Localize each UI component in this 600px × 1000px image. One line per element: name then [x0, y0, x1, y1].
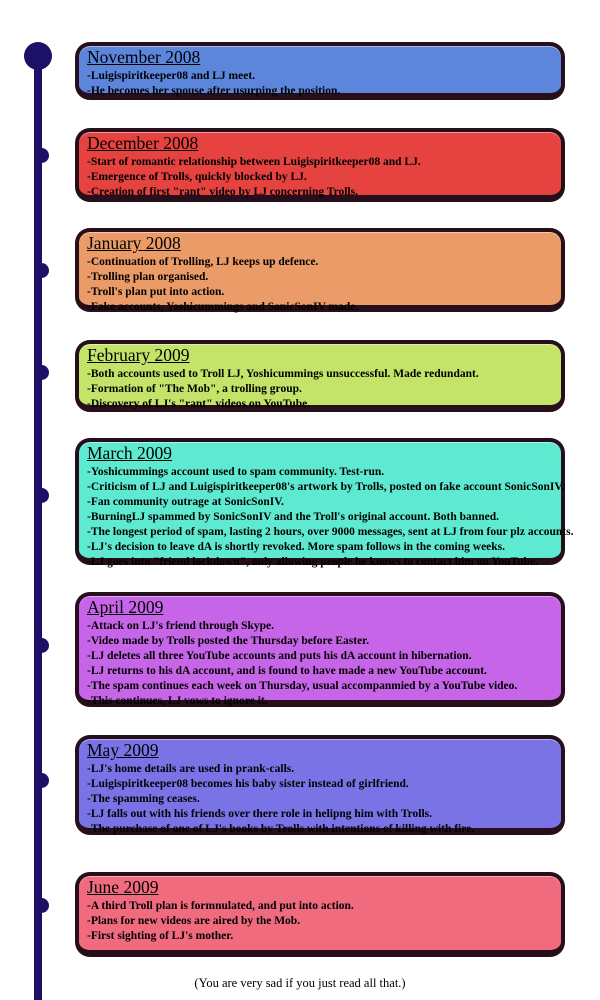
entry-title: February 2009 — [87, 345, 190, 365]
entry-title: December 2008 — [87, 133, 199, 153]
entry-item: -Continuation of Trolling, LJ keeps up defence. — [87, 256, 319, 268]
footer-caption: (You are very sad if you just read all that.) — [194, 976, 406, 990]
entry-item-list — [87, 465, 574, 570]
entry-item: -The longest period of spam, lasting 2 hours, over 9000 messages, sent at LJ from four plz accounts. — [87, 526, 574, 538]
timeline-entry — [75, 735, 565, 835]
entry-item: -Criticism of LJ and Luigispiritkeeper08's artwork by Trolls, posted on fake account SonicSonIV. — [87, 481, 565, 493]
timeline-entry — [75, 438, 574, 568]
entry-item: -LJ's home details are used in prank-calls. — [87, 763, 295, 775]
entry-item: -The purchase of one of LJ's books by Trolls with intentions of killing with fire. — [87, 823, 475, 835]
timeline-entry — [75, 228, 565, 312]
entry-item: -Attack on LJ's friend through Skype. — [87, 620, 275, 632]
timeline-entry — [75, 128, 565, 202]
entry-item: -Yoshicummings account used to spam community. Test-run. — [87, 466, 385, 478]
timeline-entry — [75, 872, 565, 957]
entry-item: -Luigispiritkeeper08 becomes his baby sister instead of girlfriend. — [87, 778, 409, 790]
timeline-node-dot — [34, 898, 49, 913]
timeline-entry — [75, 42, 565, 100]
entry-item-list — [87, 155, 553, 200]
timeline-node-dot — [34, 263, 49, 278]
entry-item-list — [87, 367, 553, 412]
entry-item: -Luigispiritkeeper08 and LJ meet. — [87, 70, 256, 82]
entry-title: June 2009 — [87, 877, 159, 897]
entry-title: January 2008 — [87, 233, 181, 253]
timeline-entry — [75, 592, 565, 707]
entry-item: -Trolling plan organised. — [87, 271, 209, 283]
entry-item: -Emergence of Trolls, quickly blocked by LJ. — [87, 171, 307, 183]
entry-item: -BurningLJ spammed by SonicSonIV and the Troll's original account. Both banned. — [87, 511, 499, 523]
entry-item: -Both accounts used to Troll LJ, Yoshicummings unsuccessful. Made redundant. — [87, 368, 479, 380]
entry-item: -LJ deletes all three YouTube accounts and puts his dA account in hibernation. — [87, 650, 472, 662]
entry-item: -The spam continues each week on Thursday, usual accompanmied by a YouTube video. — [87, 680, 518, 692]
entry-item: -He becomes her spouse after usurping the position. — [87, 85, 341, 97]
timeline-node-dot — [34, 148, 49, 163]
entry-item: -Formation of "The Mob", a trolling group. — [87, 383, 302, 395]
entry-item: -Fake accounts, Yoshicummings and SonicSonIV made. — [87, 301, 359, 313]
entry-title: April 2009 — [87, 597, 164, 617]
entry-item: -LJ falls out with his friends over there role in helipng him with Trolls. — [87, 808, 433, 820]
timeline-entry — [75, 340, 565, 412]
timeline-spine — [34, 56, 42, 1000]
entry-item: -A third Troll plan is formnulated, and put into action. — [87, 900, 354, 912]
entry-title: March 2009 — [87, 443, 173, 463]
entry-item: -LJ goes into "friend lockdown", only allowing people he knows to contact him on YouTube. — [87, 556, 538, 568]
entry-item: -First sighting of LJ's mother. — [87, 930, 234, 942]
entry-item: -Plans for new videos are aired by the Mob. — [87, 915, 301, 927]
timeline-node-dot — [34, 488, 49, 503]
entry-item: -LJ's decision to leave dA is shortly revoked. More spam follows in the coming weeks. — [87, 541, 506, 553]
timeline-node-dot — [34, 773, 49, 788]
entry-item-list — [87, 69, 553, 99]
entry-title: November 2008 — [87, 47, 201, 67]
entry-item: -Fan community outrage at SonicSonIV. — [87, 496, 284, 508]
entry-item-list — [87, 255, 553, 315]
entry-item: -This continues, LJ vows to ignore it. — [87, 695, 268, 707]
entry-item: -Start of romantic relationship between Luigispiritkeeper08 and LJ. — [87, 156, 421, 168]
entry-item: -The spamming ceases. — [87, 793, 200, 805]
entry-item: -LJ returns to his dA account, and is found to have made a new YouTube account. — [87, 665, 487, 677]
entry-item-list — [87, 899, 553, 944]
entry-title: May 2009 — [87, 740, 159, 760]
timeline-node-dot — [34, 365, 49, 380]
entry-item-list — [87, 619, 553, 709]
entry-item: -Creation of first "rant" video by LJ concerning Trolls. — [87, 186, 358, 198]
entry-item-list — [87, 762, 553, 837]
entry-item: -Discovery of LJ's "rant" videos on YouTube. — [87, 398, 311, 410]
entry-item: -Video made by Trolls posted the Thursday before Easter. — [87, 635, 370, 647]
timeline-node-dot — [34, 638, 49, 653]
entry-item: -Troll's plan put into action. — [87, 286, 225, 298]
